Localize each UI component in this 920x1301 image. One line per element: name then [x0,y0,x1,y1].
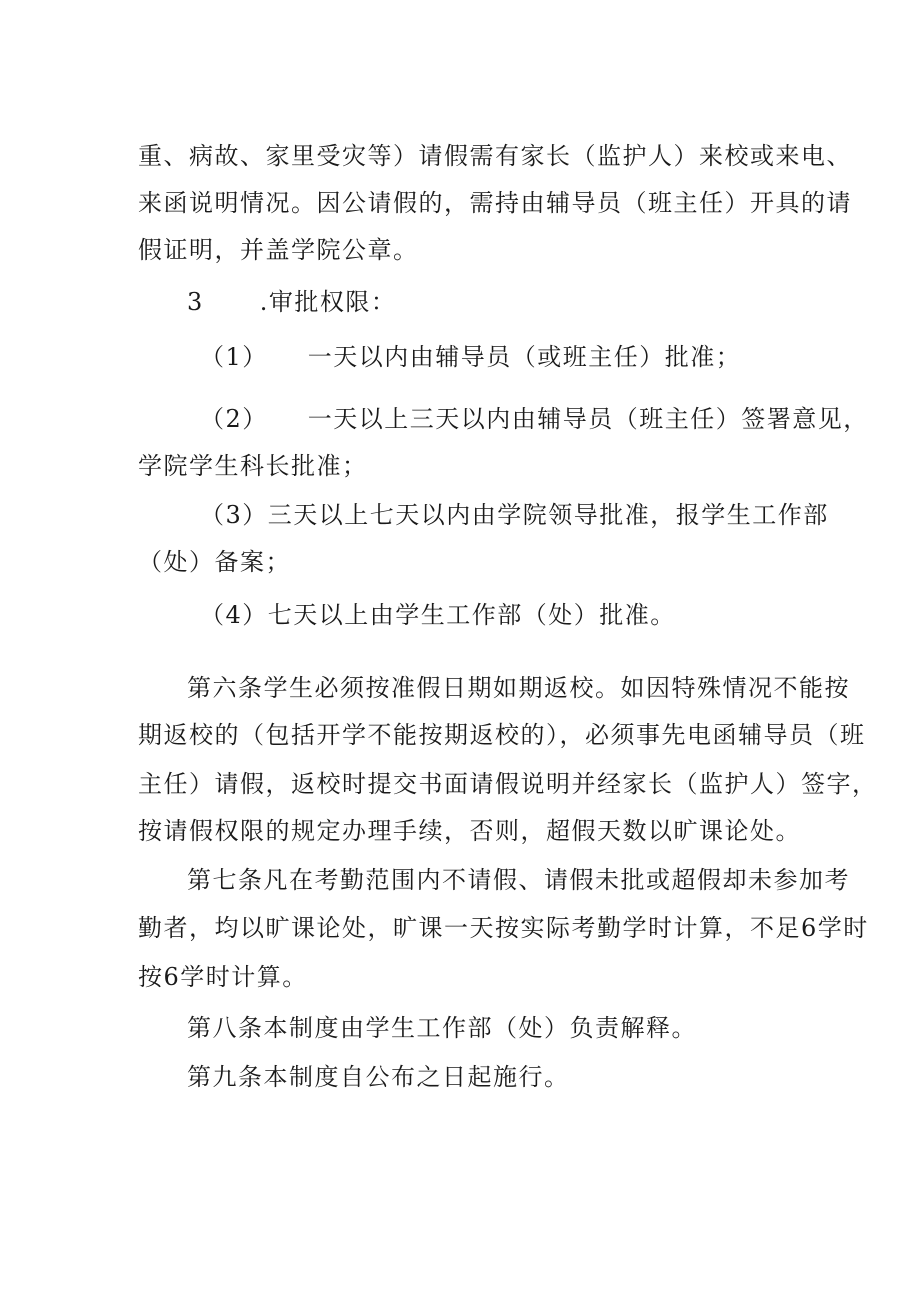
article-7-line: 勤者，均以旷课论处，旷课一天按实际考勤学时计算，不足6学时 [138,914,869,942]
sub-item-number: （1） [200,343,268,371]
sub-item-2 [200,404,869,434]
sub-item-text: 一天以上三天以内由辅导员（班主任）签署意见， [307,405,869,433]
item-number: 3 [187,288,204,316]
paragraph-line: 假证明，并盖学院公章。 [138,236,419,264]
article-9: 第九条本制度自公布之日起施行。 [187,1063,570,1091]
sub-item-text: 一天以内由辅导员（或班主任）批准； [307,343,742,371]
sub-item-1 [200,342,860,372]
article-7-line: 第七条凡在考勤范围内不请假、请假未批或超假却未参加考 [187,866,850,894]
item-title: .审批权限： [259,288,397,316]
article-7-line: 按6学时计算。 [138,963,308,991]
sub-item-4: （4）七天以上由学生工作部（处）批准。 [200,601,676,629]
article-6-line: 按请假权限的规定办理手续，否则，超假天数以旷课论处。 [138,817,801,845]
item-3-heading [187,287,847,317]
sub-item-number: （2） [200,405,268,433]
paragraph-line: 来函说明情况。因公请假的，需持由辅导员（班主任）开具的请 [138,189,852,217]
article-6-line: 主任）请假，返校时提交书面请假说明并经家长（监护人）签字， [138,770,878,798]
article-8: 第八条本制度由学生工作部（处）负责解释。 [187,1014,697,1042]
article-6-line: 期返校的（包括开学不能按期返校的），必须事先电函辅导员（班 [138,721,866,749]
paragraph-line: 重、病故、家里受灾等）请假需有家长（监护人）来校或来电、 [138,142,852,170]
article-6-line: 第六条学生必须按准假日期如期返校。如因特殊情况不能按 [187,674,850,702]
sub-item-3: （3）三天以上七天以内由学院领导批准，报学生工作部 [200,501,829,529]
sub-item-3-cont: （处）备案； [138,548,291,576]
sub-item-2-cont: 学院学生科长批准； [138,452,368,480]
